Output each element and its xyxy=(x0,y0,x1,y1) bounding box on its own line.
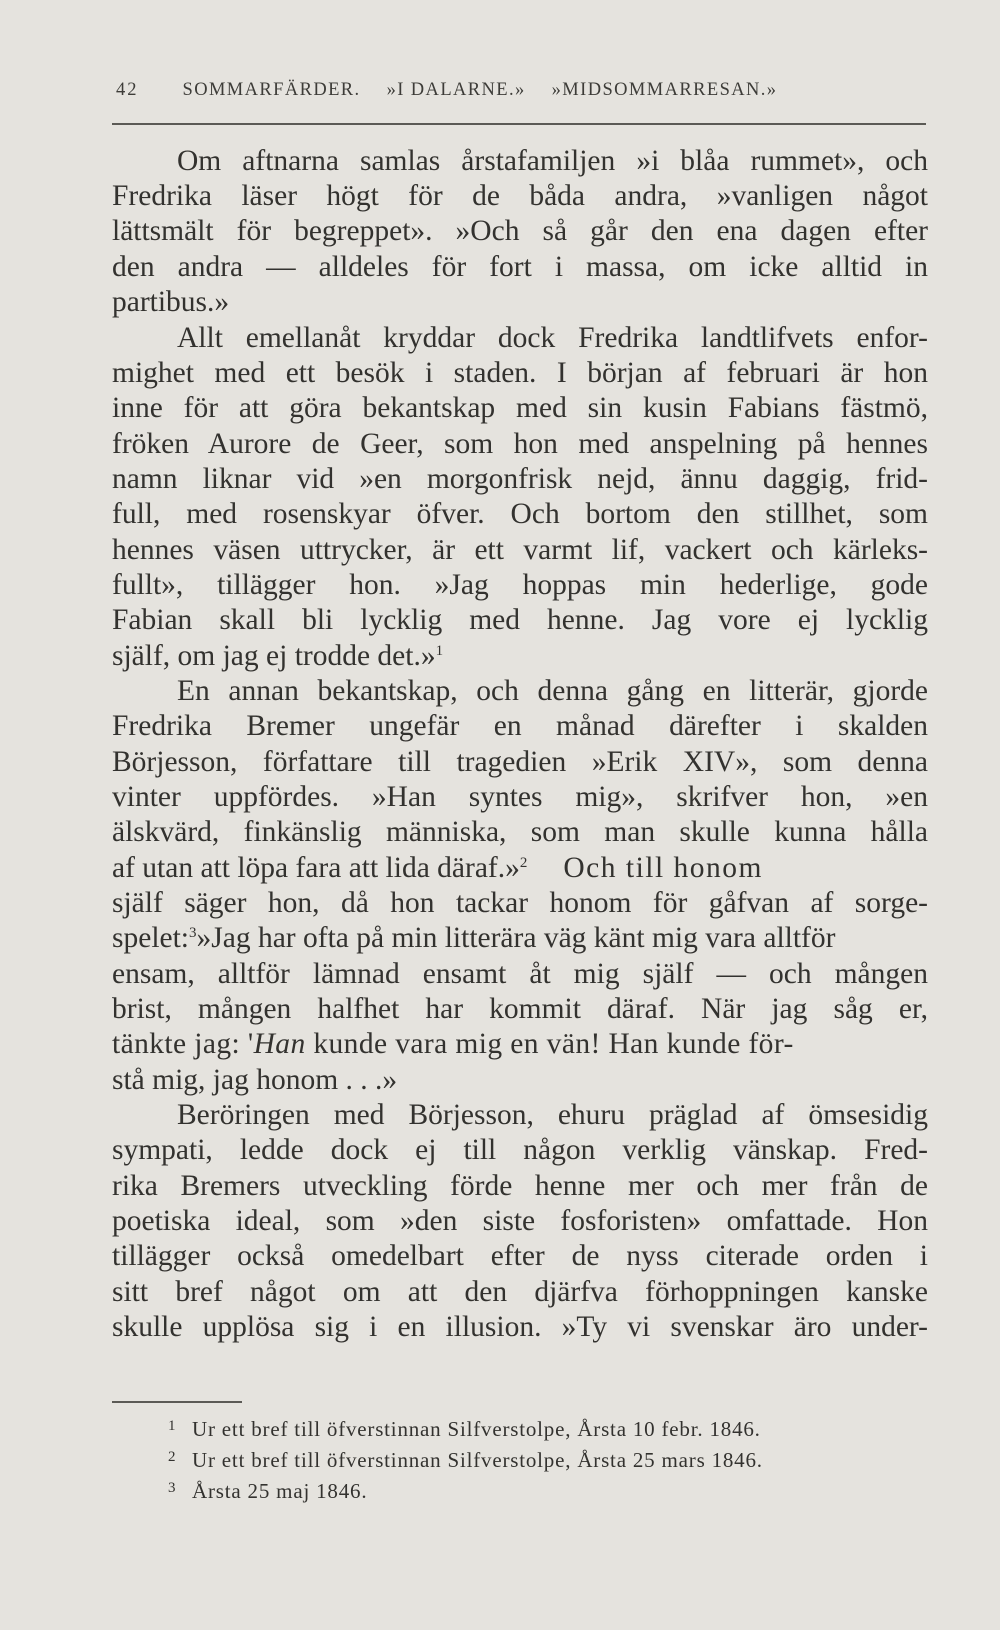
footnote-mark: 3 xyxy=(168,1480,177,1496)
text-line: tänkte jag: 'Han kunde vara mig en vän! Han kunde för- xyxy=(112,1028,794,1060)
footnote-ref-2: 2 xyxy=(519,855,528,871)
footnote-mark: 1 xyxy=(168,1418,177,1434)
text-line: af utan att löpa fara att lida däraf.»$^2$ Och till honom xyxy=(112,852,764,884)
text-line: brist, mången halfhet har kommit däraf. När jag såg er, xyxy=(112,993,928,1025)
footnote: 2 Ur ett bref till öfverstinnan Silfverstolpe, Årsta 25 mars 1846. xyxy=(168,1443,763,1474)
header-title-2: »I DALARNE.» xyxy=(386,80,526,100)
text-line: Om aftnarna samlas årstafamiljen »i blåa rummet», och xyxy=(177,145,928,177)
text-line: Fabian skall bli lycklig med henne. Jag vore ej lycklig xyxy=(112,604,928,636)
text-line: skulle upplösa sig i en illusion. »Ty vi svenskar äro under- xyxy=(112,1311,928,1343)
emphasis-han: Han xyxy=(253,1028,306,1060)
text-line: partibus.» xyxy=(112,286,230,318)
footnote: 3 Årsta 25 maj 1846. xyxy=(168,1474,367,1505)
running-header xyxy=(116,80,926,101)
text-line: inne för att göra bekantskap med sin kusin Fabians fästmö, xyxy=(112,392,928,424)
footnote-ref-1: 1 xyxy=(435,643,444,659)
text-line: stå mig, jag honom . . .» xyxy=(112,1064,398,1096)
text-line: sympati, ledde dock ej till någon verklig vänskap. Fred- xyxy=(112,1134,928,1166)
text-line: mighet med ett besök i staden. I början af februari är hon xyxy=(112,357,928,389)
text-line: älskvärd, finkänslig människa, som man skulle kunna hålla xyxy=(112,816,928,848)
text-line: fullt», tillägger hon. »Jag hoppas min hederlige, gode xyxy=(112,569,928,601)
footnote-mark: 2 xyxy=(168,1449,177,1465)
page-number: 42 xyxy=(116,80,139,100)
footnote-ref-3: 3 xyxy=(189,925,197,941)
text-line: spelet:$^3$»Jag har ofta på min litterära väg känt mig vara alltför xyxy=(112,922,836,954)
text-line: den andra — alldeles för fort i massa, om icke alltid in xyxy=(112,251,928,283)
text-line: själf, om jag ej trodde det.»$^1$ xyxy=(112,640,444,672)
text-line: tillägger också omedelbart efter de nyss citerade orden i xyxy=(112,1240,928,1272)
text-line: namn liknar vid »en morgonfrisk nejd, ännu daggig, frid- xyxy=(112,463,928,495)
text-line: En annan bekantskap, och denna gång en litterär, gjorde xyxy=(177,675,928,707)
text-line: vinter uppfördes. »Han syntes mig», skrifver hon, »en xyxy=(112,781,928,813)
text-line: poetiska ideal, som »den siste fosforisten» omfattade. Hon xyxy=(112,1205,928,1237)
text-line: själf säger hon, då hon tackar honom för gåfvan af sorge- xyxy=(112,887,928,919)
text-line: lättsmält för begreppet». »Och så går den ena dagen efter xyxy=(112,215,928,247)
text-line: fröken Aurore de Geer, som hon med anspelning på hennes xyxy=(112,428,928,460)
footnote-rule xyxy=(112,1401,242,1403)
header-title-1: SOMMARFÄRDER. xyxy=(182,80,361,100)
footnote: 1 Ur ett bref till öfverstinnan Silfverstolpe, Årsta 10 febr. 1846. xyxy=(168,1412,761,1443)
text-line: ensam, alltför lämnad ensamt åt mig själf — och mången xyxy=(112,958,928,990)
text-line: hennes väsen uttrycker, är ett varmt lif, vackert och kärleks- xyxy=(112,534,928,566)
text-line: full, med rosenskyar öfver. Och bortom den stillhet, som xyxy=(112,498,928,530)
header-rule xyxy=(112,123,926,125)
text-line: Fredrika Bremer ungefär en månad därefter i skalden xyxy=(112,710,928,742)
text-line: rika Bremers utveckling förde henne mer och mer från de xyxy=(112,1170,928,1202)
text-line: Allt emellanåt kryddar dock Fredrika landtlifvets enfor- xyxy=(177,322,928,354)
text-line: Börjesson, författare till tragedien »Erik XIV», som denna xyxy=(112,746,928,778)
text-line: sitt bref något om att den djärfva förhoppningen kanske xyxy=(112,1276,928,1308)
text-line: Beröringen med Börjesson, ehuru präglad af ömsesidig xyxy=(177,1099,928,1131)
text-line: Fredrika läser högt för de båda andra, »vanligen något xyxy=(112,180,928,212)
header-title-3: »MIDSOMMARRESAN.» xyxy=(551,80,778,100)
